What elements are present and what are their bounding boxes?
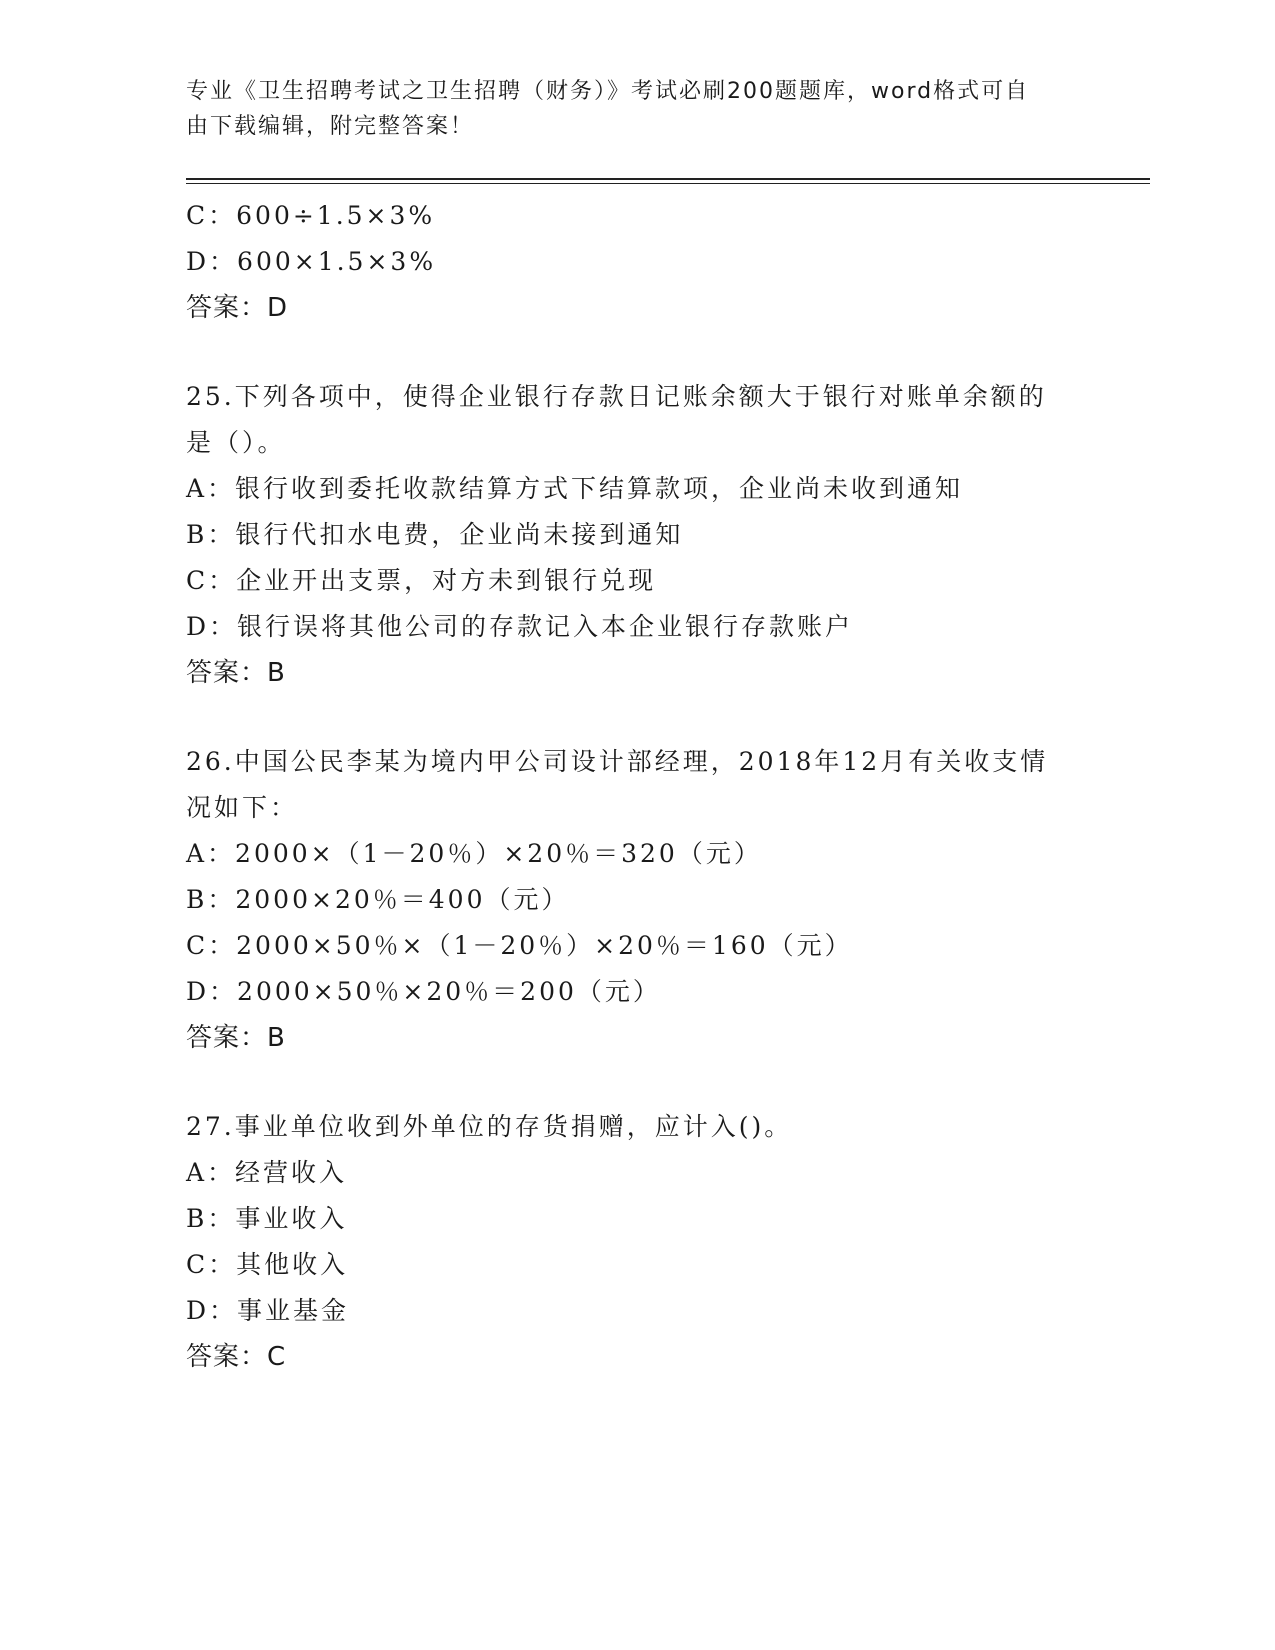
answer-line: 答案：B — [186, 1023, 286, 1053]
answer-line: 答案：D — [186, 293, 289, 323]
question-25 — [186, 374, 1086, 696]
option-d: D：2000×50％×20％＝200（元） — [186, 977, 661, 1006]
option-c: C：600÷1.5×3% — [186, 201, 436, 230]
question-stem-line-1: 25.下列各项中，使得企业银行存款日记账余额大于银行对账单余额的 — [186, 382, 1047, 411]
question-stem-line-2: 是（）。 — [186, 428, 286, 457]
question-27 — [186, 1104, 1086, 1380]
header-divider-thick — [186, 178, 1150, 180]
header-line-2: 由下载编辑，附完整答案！ — [186, 114, 475, 139]
question-stem-line-1: 27.事业单位收到外单位的存货捐赠，应计入()。 — [186, 1112, 793, 1141]
header-line-1: 专业《卫生招聘考试之卫生招聘（财务）》考试必刷200题题库，word格式可自 — [186, 79, 1030, 104]
question-stem-line-1: 26.中国公民李某为境内甲公司设计部经理，2018年12月有关收支情 — [186, 747, 1049, 776]
header-divider-thin — [186, 183, 1150, 184]
option-a: A：2000×（1－20％）×20％＝320（元） — [186, 839, 762, 868]
option-c: C：2000×50％×（1－20％）×20％＝160（元） — [186, 931, 853, 960]
answer-line: 答案：B — [186, 658, 286, 688]
option-d: D：600×1.5×3% — [186, 247, 437, 276]
option-a: A：经营收入 — [186, 1158, 348, 1187]
answer-line: 答案：C — [186, 1342, 287, 1372]
option-b: B：2000×20％＝400（元） — [186, 885, 570, 914]
spacer — [186, 331, 1086, 374]
question-stem-line-2: 况如下： — [186, 793, 299, 822]
option-c: C：其他收入 — [186, 1250, 349, 1279]
question-26 — [186, 739, 1086, 1061]
option-d: D：银行误将其他公司的存款记入本企业银行存款账户 — [186, 612, 854, 641]
question-24 — [186, 193, 1086, 331]
spacer — [186, 1061, 1086, 1104]
document-header — [186, 74, 1076, 144]
option-b: B：银行代扣水电费，企业尚未接到通知 — [186, 520, 684, 549]
option-b: B：事业收入 — [186, 1204, 348, 1233]
spacer — [186, 696, 1086, 739]
question-list — [186, 193, 1086, 1380]
option-c: C：企业开出支票，对方未到银行兑现 — [186, 566, 657, 595]
option-d: D：事业基金 — [186, 1296, 350, 1325]
option-a: A：银行收到委托收款结算方式下结算款项，企业尚未收到通知 — [186, 474, 964, 503]
